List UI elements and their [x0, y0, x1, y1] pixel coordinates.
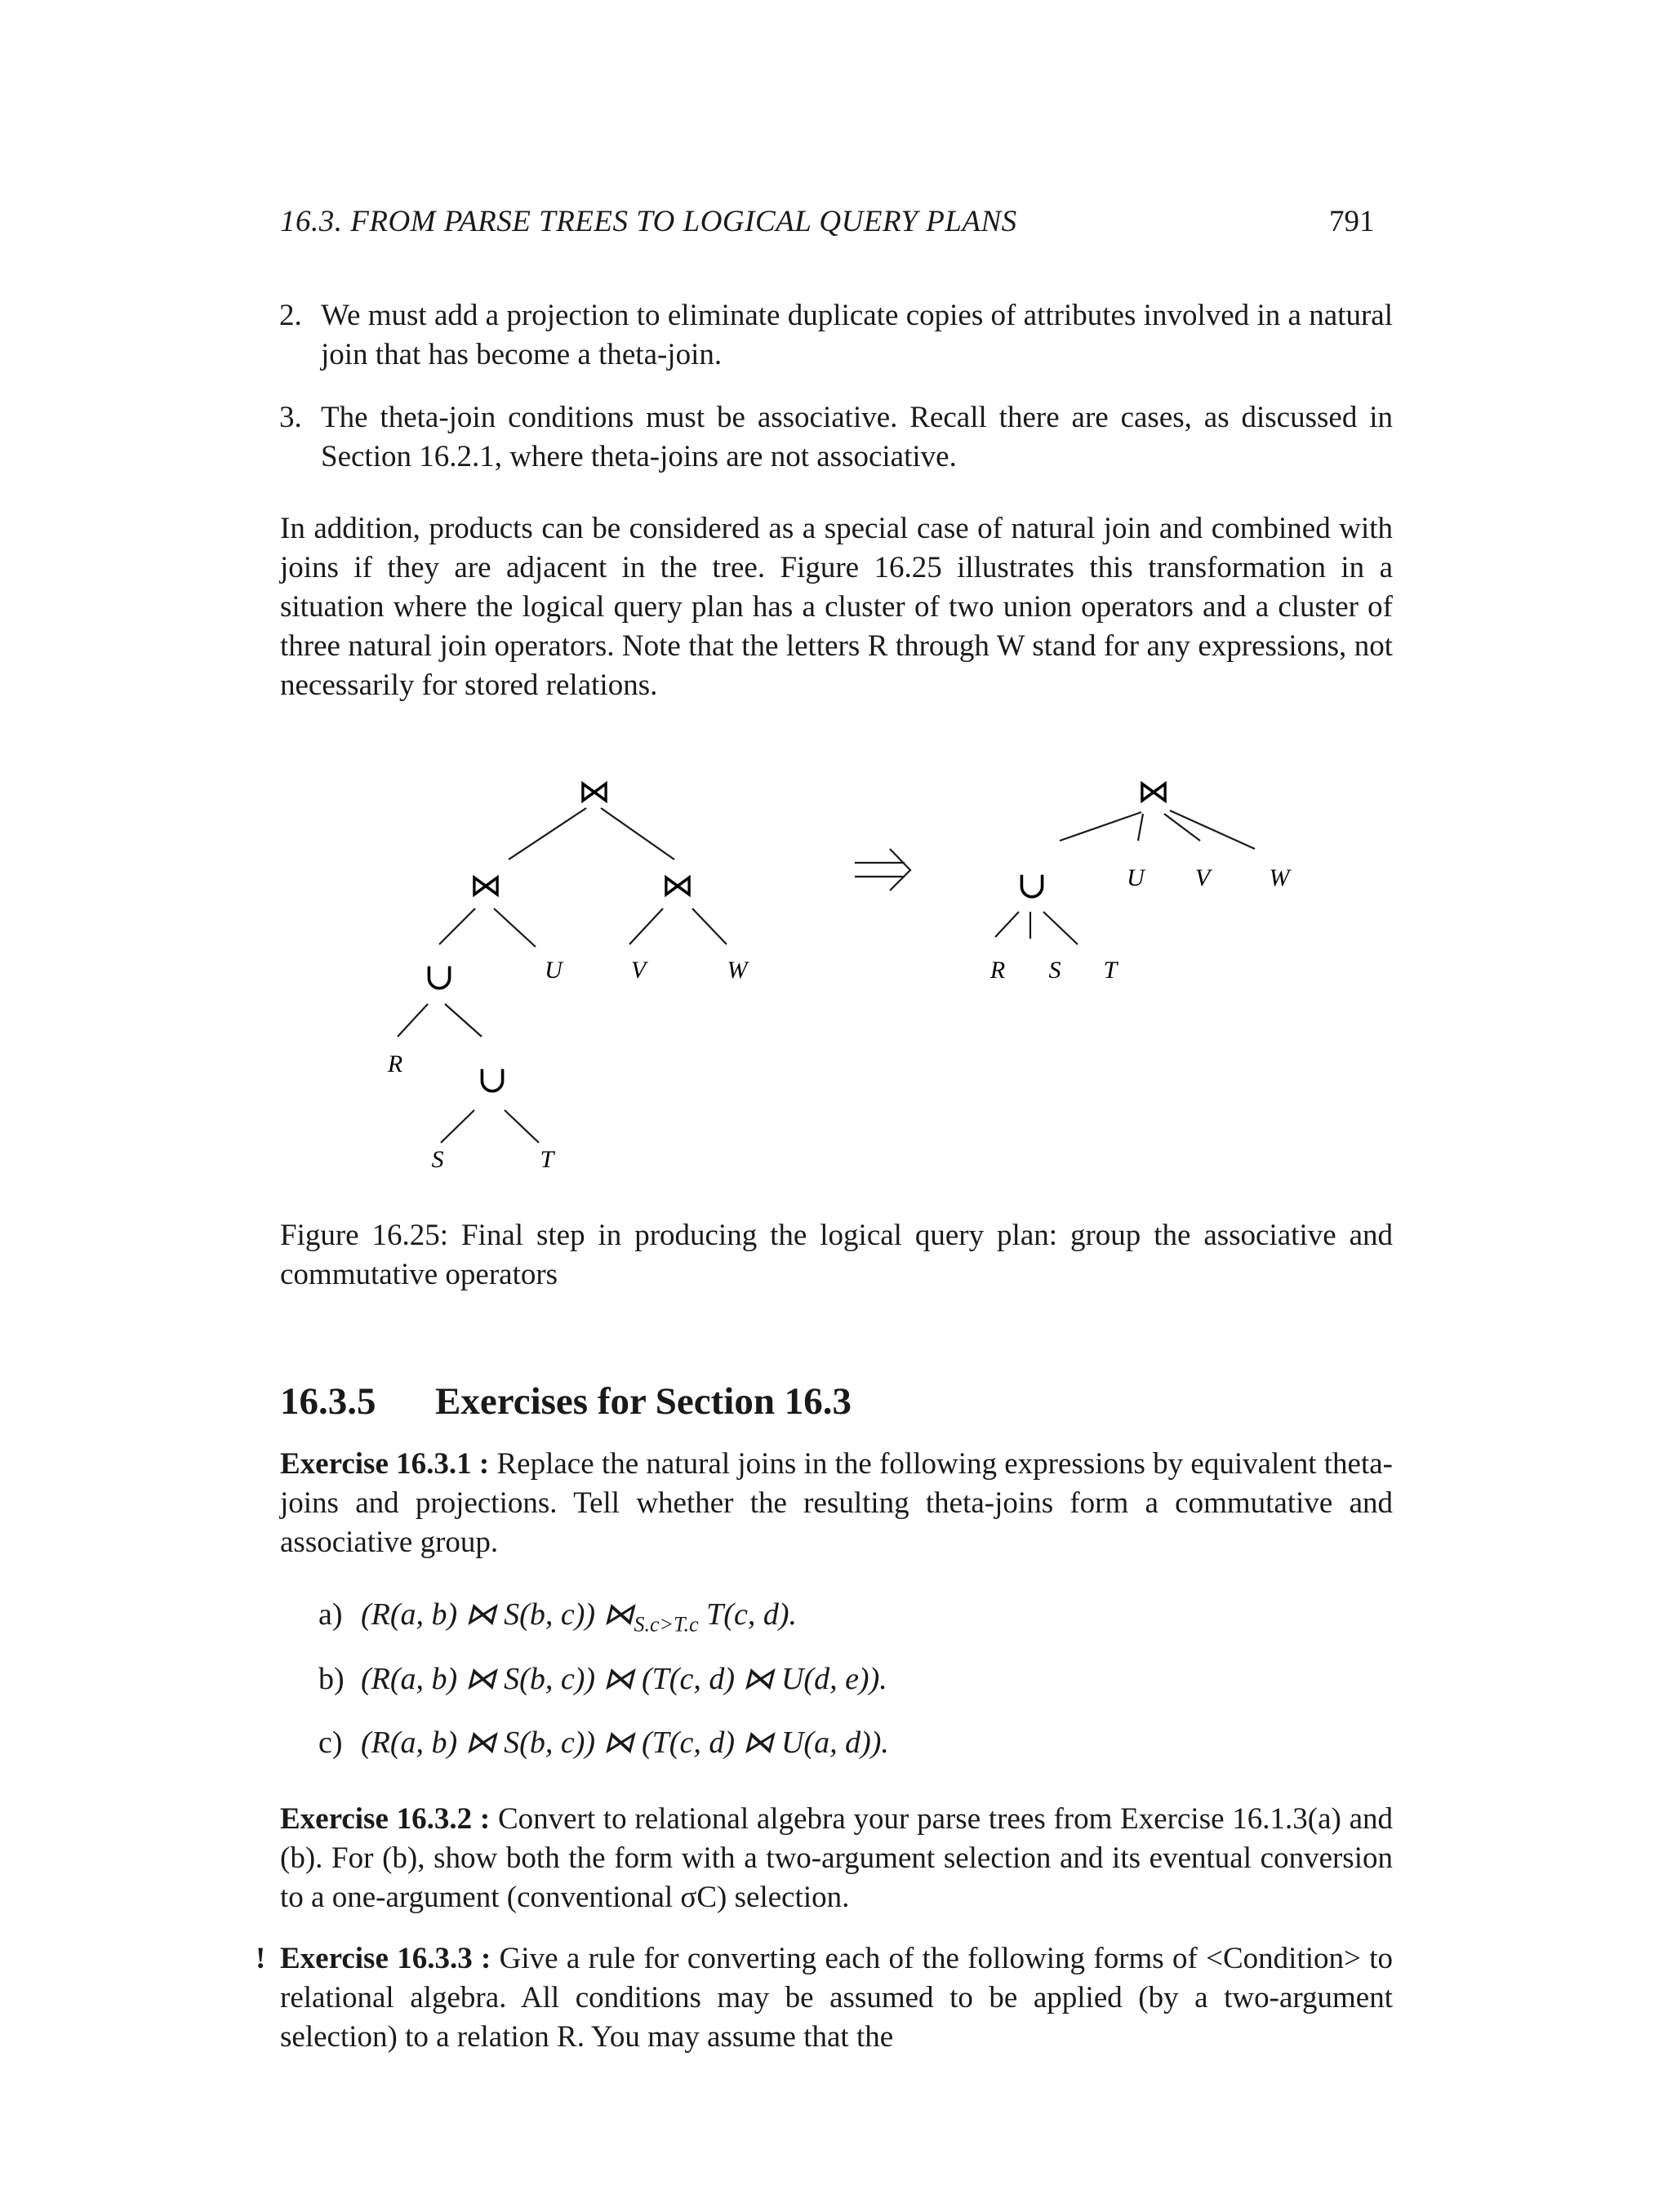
leaf-t: T	[1103, 957, 1118, 984]
page-number: 791	[1329, 205, 1375, 238]
edge	[995, 912, 1019, 937]
leaf-s: S	[1048, 957, 1061, 984]
edge	[1138, 814, 1143, 841]
edge	[1164, 814, 1200, 841]
edge	[494, 908, 536, 947]
list-number: 3.	[279, 401, 302, 434]
edge	[509, 808, 586, 859]
section-title: Exercises for Section 16.3	[435, 1380, 852, 1423]
list-number: 2.	[279, 299, 302, 332]
edge	[1170, 811, 1255, 849]
edge	[439, 908, 475, 944]
edge	[601, 808, 674, 859]
leaf-u: U	[545, 957, 563, 984]
running-header-title: 16.3. FROM PARSE TREES TO LOGICAL QUERY PLANS	[280, 205, 1017, 238]
leaf-t: T	[540, 1146, 554, 1173]
difficulty-marker: !	[256, 1942, 266, 1975]
edge	[445, 1004, 482, 1037]
leaf-w: W	[1269, 864, 1290, 891]
union-operator: ∪	[1016, 864, 1048, 906]
join-operator: ⋈	[661, 867, 694, 904]
edge	[1043, 912, 1078, 944]
union-operator: ∪	[423, 956, 456, 997]
section-number: 16.3.5	[280, 1380, 376, 1423]
join-operator: ⋈	[578, 773, 611, 810]
edge	[692, 908, 727, 944]
leaf-v: V	[630, 957, 647, 984]
item-subscript: S.c>T.c	[634, 1612, 699, 1637]
section-heading	[280, 1379, 852, 1424]
list-text: We must add a projection to eliminate duplicate copies of attributes involved in a natural join that has become a theta-join.	[321, 299, 1393, 371]
exercise-16-3-2	[280, 1800, 1393, 1917]
leaf-u: U	[1127, 864, 1145, 891]
exercise-label: Exercise 16.3.3 :	[280, 1942, 491, 1975]
item-expression: (R(a, b) ⋈ S(b, c)) ⋈	[361, 1597, 634, 1632]
leaf-s: S	[431, 1146, 444, 1173]
intro-paragraph: In addition, products can be considered as a special case of natural join and combined with joins if they are adjacent in the tree. Figure 16.25 illustrates this transformation in a situation where the logical query plan has a cluster of two union operators and a cluster of three natural join operators. Note that the letters R through W stand for any expressions, not necessarily for stored relations.	[280, 512, 1393, 702]
edge	[398, 1004, 428, 1037]
item-expression: (R(a, b) ⋈ S(b, c)) ⋈ (T(c, d) ⋈ U(a, d)).	[361, 1726, 889, 1760]
exercise-16-3-3	[256, 1939, 1393, 2057]
exercise-item	[318, 1596, 797, 1637]
leaf-r: R	[989, 957, 1006, 984]
item-label: a)	[318, 1597, 343, 1632]
edge	[441, 1110, 474, 1143]
leaf-w: W	[727, 957, 748, 984]
join-operator: ⋈	[469, 867, 502, 904]
figure-caption: Figure 16.25: Final step in producing the logical query plan: group the associative and commutative operators	[280, 1219, 1393, 1291]
exercise-text: Replace the natural joins in the following expressions by equivalent theta-joins and projections. Tell whether the resulting theta-joins form a commutative and associative group.	[280, 1447, 1394, 1559]
item-label: b)	[318, 1662, 345, 1696]
join-operator: ⋈	[1137, 773, 1170, 810]
union-operator: ∪	[476, 1059, 509, 1100]
edge	[1060, 812, 1141, 841]
leaf-v: V	[1194, 864, 1211, 891]
implies-arrow	[855, 849, 910, 891]
item-tail: T(c, d).	[698, 1597, 797, 1632]
edge	[629, 908, 663, 944]
leaf-r: R	[387, 1050, 403, 1077]
item-label: c)	[318, 1726, 343, 1760]
exercise-item	[318, 1660, 887, 1697]
exercise-label: Exercise 16.3.1 :	[280, 1447, 490, 1481]
exercise-text: Give a rule for converting each of the following forms of <Condition> to relational algebra. All conditions may be assumed to be applied (by a two-argument selection) to a relation R. You may assume that the	[280, 1942, 1393, 2054]
list-text: The theta-join conditions must be associative. Recall there are cases, as discussed in Section 16.2.1, where theta-joins are not associative.	[321, 401, 1393, 473]
exercise-item	[318, 1724, 889, 1761]
item-expression: (R(a, b) ⋈ S(b, c)) ⋈ (T(c, d) ⋈ U(d, e)).	[361, 1662, 887, 1696]
edge	[505, 1110, 539, 1143]
exercise-text: Convert to relational algebra your parse trees from Exercise 16.1.3(a) and (b). For (b), show both the form with a two-argument selection and its eventual conversion to a one-argument (conventional σC) selection.	[280, 1802, 1393, 1914]
exercise-16-3-1	[280, 1445, 1393, 1562]
exercise-label: Exercise 16.3.2 :	[280, 1802, 491, 1836]
